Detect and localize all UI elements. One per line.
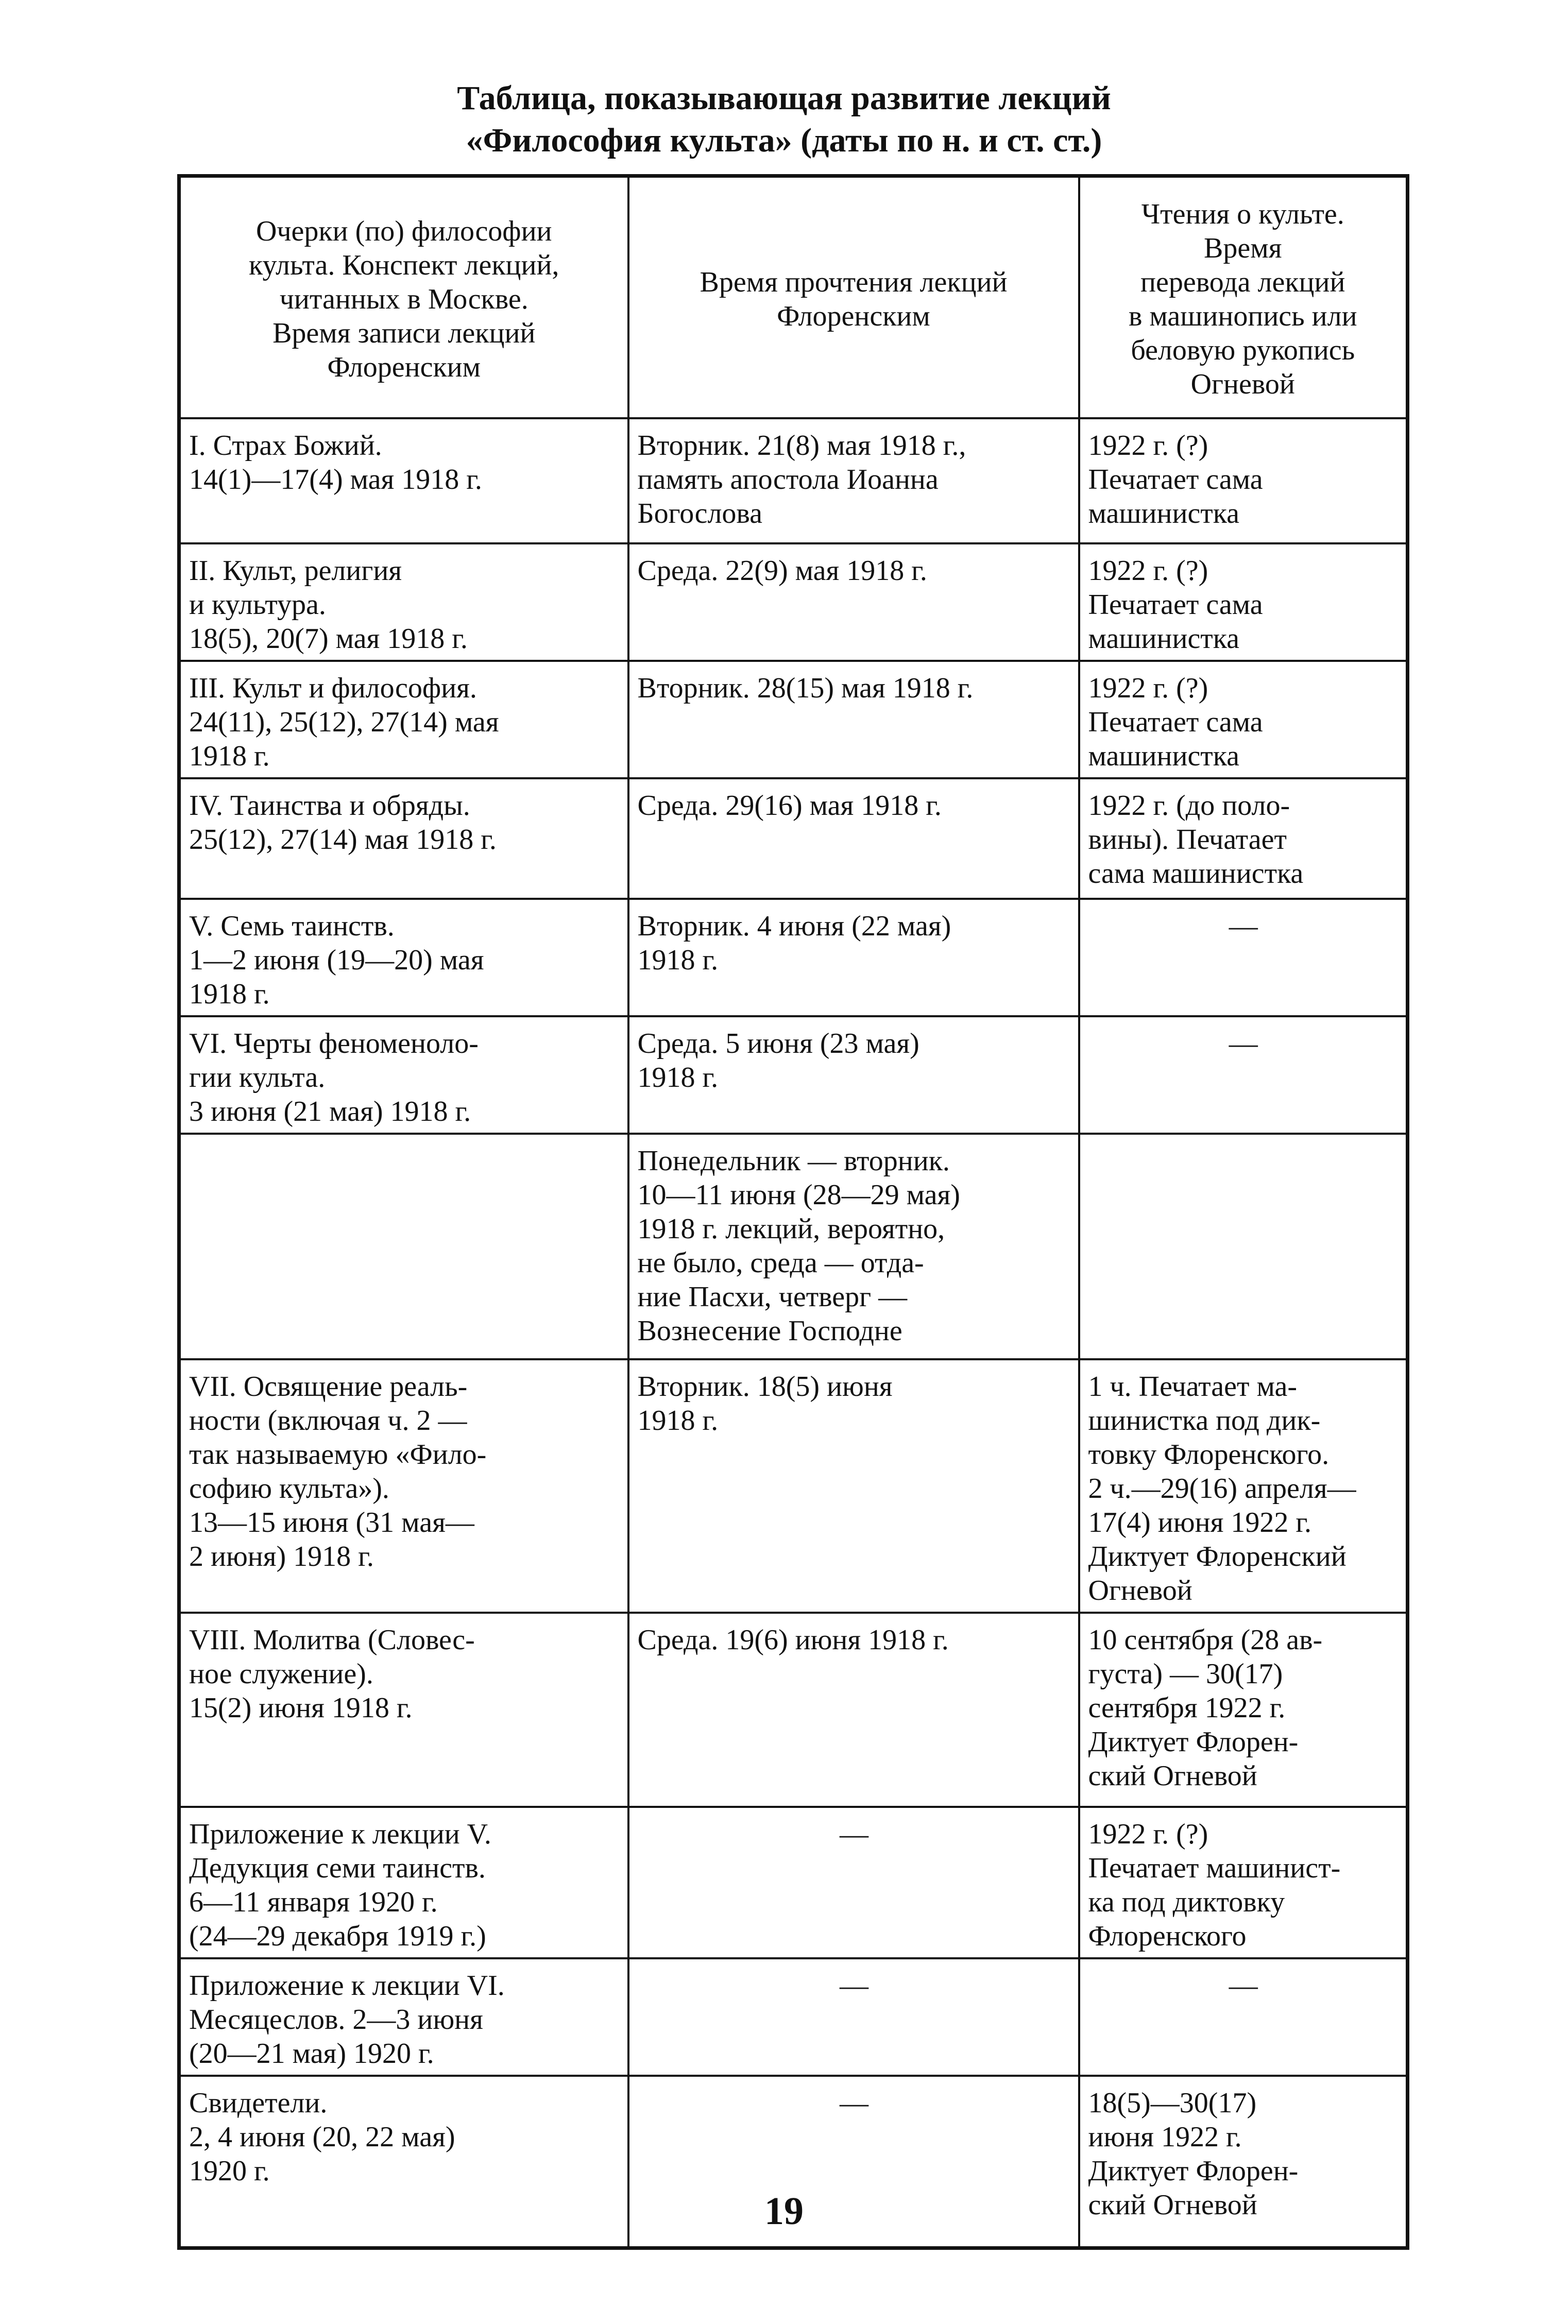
cell-line: 1 ч. Печатает ма-: [1088, 1370, 1298, 1403]
cell-line: машинистка: [1088, 622, 1239, 655]
cell-line: 6—11 января 1920 г.: [189, 1886, 438, 1918]
cell-line: 18(5)—30(17): [1088, 2087, 1257, 2119]
cell-line: 1918 г.: [637, 1404, 719, 1437]
cell-line: Вознесение Господне: [637, 1314, 902, 1347]
cell-line: (20—21 мая) 1920 г.: [189, 2037, 434, 2070]
cell-line: память апостола Иоанна: [637, 463, 939, 495]
cell-line: III. Культ и философия.: [189, 672, 477, 704]
column-header-line: Очерки (по) философии: [255, 215, 552, 248]
table-cell: [628, 661, 1079, 778]
cell-line: IV. Таинства и обряды.: [189, 789, 470, 822]
cell-line: Вторник. 18(5) июня: [637, 1370, 893, 1403]
table-cell: [1079, 1134, 1408, 1359]
cell-line: машинистка: [1088, 740, 1239, 772]
table-cell: [179, 778, 628, 899]
cell-line: —: [840, 1818, 868, 1850]
table-title-line-2: «Философия культа» (даты по н. и ст. ст.): [466, 122, 1102, 159]
table-cell: [628, 899, 1079, 1016]
table-cell: [1079, 899, 1408, 1016]
column-header-line: читанных в Москве.: [279, 283, 529, 316]
table-row: [179, 1016, 1408, 1134]
cell-line: ский Огневой: [1088, 2189, 1257, 2221]
cell-line: так называемую «Фило-: [189, 1438, 487, 1471]
table-cell: [179, 1134, 628, 1359]
cell-line: II. Культ, религия: [189, 554, 402, 587]
cell-line: ние Пасхи, четверг —: [637, 1280, 908, 1313]
column-header-line: Флоренским: [327, 351, 481, 384]
cell-line: —: [1229, 1969, 1258, 2002]
table-row: [179, 1807, 1408, 1958]
cell-line: 2 июня) 1918 г.: [189, 1540, 374, 1573]
cell-line: Диктует Флорен-: [1088, 2155, 1299, 2187]
cell-line: 1918 г. лекций, вероятно,: [637, 1212, 945, 1245]
table-cell: [179, 899, 628, 1016]
cell-line: Приложение к лекции VI.: [189, 1969, 505, 2002]
table-cell: [1079, 1359, 1408, 1613]
table-cell: [628, 1016, 1079, 1134]
table-cell: [179, 1613, 628, 1807]
cell-line: 17(4) июня 1922 г.: [1088, 1506, 1311, 1539]
table-row: [179, 543, 1408, 661]
cell-line: июня 1922 г.: [1088, 2121, 1242, 2153]
cell-line: Печатает сама: [1088, 463, 1263, 495]
cell-line: 15(2) июня 1918 г.: [189, 1691, 413, 1724]
table-cell: [1079, 1016, 1408, 1134]
cell-line: 1920 г.: [189, 2155, 270, 2187]
cell-line: гии культа.: [189, 1061, 326, 1093]
table-cell: [179, 1016, 628, 1134]
table-cell: [179, 661, 628, 778]
cell-line: Огневой: [1088, 1574, 1192, 1607]
table-row: [179, 1613, 1408, 1807]
cell-line: Печатает сама: [1088, 706, 1263, 738]
column-header-1: [179, 176, 628, 418]
cell-line: Вторник. 28(15) мая 1918 г.: [637, 672, 974, 704]
table-cell: [628, 1613, 1079, 1807]
table-cell: [179, 1807, 628, 1958]
cell-line: 3 июня (21 мая) 1918 г.: [189, 1095, 471, 1127]
table-cell: [179, 1359, 628, 1613]
cell-line: 1922 г. (?): [1088, 672, 1208, 704]
cell-line: шинистка под дик-: [1088, 1404, 1321, 1437]
cell-line: Понедельник — вторник.: [637, 1144, 950, 1177]
cell-line: Флоренского: [1088, 1920, 1247, 1952]
cell-line: 24(11), 25(12), 27(14) мая: [189, 706, 499, 738]
column-header-line: культа. Конспект лекций,: [249, 249, 559, 282]
cell-line: 1918 г.: [637, 1061, 719, 1093]
column-header-2: [628, 176, 1079, 418]
cell-line: Среда. 19(6) июня 1918 г.: [637, 1624, 949, 1656]
table-cell: [1079, 1958, 1408, 2076]
column-header-line: Чтения о культе.: [1141, 198, 1344, 231]
table-cell: [628, 1958, 1079, 2076]
page-number: 19: [764, 2190, 804, 2233]
cell-line: Вторник. 4 июня (22 мая): [637, 910, 951, 942]
cell-line: и культура.: [189, 588, 326, 621]
cell-line: Печатает машинист-: [1088, 1852, 1341, 1884]
table-row: [179, 661, 1408, 778]
table-row: [179, 1134, 1408, 1359]
cell-line: 13—15 июня (31 мая—: [189, 1506, 474, 1539]
column-header-line: Время прочтения лекций: [700, 266, 1008, 299]
cell-line: сама машинистка: [1088, 857, 1304, 890]
cell-line: VI. Черты феноменоло-: [189, 1027, 479, 1060]
cell-line: не было, среда — отда-: [637, 1246, 924, 1279]
column-header-line: Время записи лекций: [272, 317, 536, 350]
cell-line: 14(1)—17(4) мая 1918 г.: [189, 463, 482, 495]
cell-line: 1922 г. (до поло-: [1088, 789, 1290, 822]
cell-line: ное служение).: [189, 1657, 373, 1690]
cell-line: 10—11 июня (28—29 мая): [637, 1178, 960, 1211]
table-cell: [628, 778, 1079, 899]
cell-line: 1918 г.: [637, 944, 719, 976]
cell-line: Месяцеслов. 2—3 июня: [189, 2003, 483, 2036]
column-header-line: перевода лекций: [1140, 266, 1345, 299]
cell-line: I. Страх Божий.: [189, 429, 382, 462]
cell-line: 25(12), 27(14) мая 1918 г.: [189, 823, 497, 856]
table-cell: [1079, 418, 1408, 543]
table-row: [179, 1359, 1408, 1613]
cell-line: Свидетели.: [189, 2087, 328, 2119]
cell-line: Вторник. 21(8) мая 1918 г.,: [637, 429, 966, 462]
cell-line: 1—2 июня (19—20) мая: [189, 944, 484, 976]
cell-line: Диктует Флоренский: [1088, 1540, 1347, 1573]
cell-line: V. Семь таинств.: [189, 910, 395, 942]
table-row: [179, 778, 1408, 899]
cell-line: ка под диктовку: [1088, 1886, 1285, 1918]
cell-line: VIII. Молитва (Словес-: [189, 1624, 475, 1656]
cell-line: (24—29 декабря 1919 г.): [189, 1920, 486, 1952]
cell-line: Приложение к лекции V.: [189, 1818, 491, 1850]
cell-line: 2 ч.—29(16) апреля—: [1088, 1472, 1356, 1505]
cell-line: 1918 г.: [189, 740, 270, 772]
table-header: [179, 176, 1408, 418]
table-cell: [1079, 661, 1408, 778]
cell-line: густа) — 30(17): [1088, 1657, 1283, 1690]
column-header-line: в машинопись или: [1128, 300, 1357, 333]
cell-line: 2, 4 июня (20, 22 мая): [189, 2121, 455, 2153]
table-cell: [628, 418, 1079, 543]
cell-line: товку Флоренского.: [1088, 1438, 1330, 1471]
cell-line: Печатает сама: [1088, 588, 1263, 621]
cell-line: 1918 г.: [189, 978, 270, 1010]
cell-line: вины). Печатает: [1088, 823, 1287, 856]
cell-line: 1922 г. (?): [1088, 429, 1208, 462]
cell-line: ности (включая ч. 2 —: [189, 1404, 467, 1437]
table-cell: [1079, 543, 1408, 661]
cell-line: Диктует Флорен-: [1088, 1725, 1299, 1758]
table-cell: [628, 1807, 1079, 1958]
column-header-line: Время: [1204, 232, 1282, 265]
cell-line: Дедукция семи таинств.: [189, 1852, 486, 1884]
column-header-line: Огневой: [1190, 368, 1295, 401]
table-cell: [179, 543, 628, 661]
cell-line: Среда. 5 июня (23 мая): [637, 1027, 919, 1060]
table-cell: [1079, 1613, 1408, 1807]
table-cell: [628, 543, 1079, 661]
table-cell: [179, 418, 628, 543]
table-header-row: [179, 176, 1408, 418]
cell-line: софию культа»).: [189, 1472, 389, 1505]
table-cell: [1079, 1807, 1408, 1958]
lectures-table: [177, 174, 1409, 2250]
cell-line: Среда. 22(9) мая 1918 г.: [637, 554, 927, 587]
cell-line: 18(5), 20(7) мая 1918 г.: [189, 622, 468, 655]
table-cell: [1079, 778, 1408, 899]
cell-line: Среда. 29(16) мая 1918 г.: [637, 789, 942, 822]
table-cell: [628, 1134, 1079, 1359]
cell-line: 10 сентября (28 ав-: [1088, 1624, 1323, 1656]
table-cell: [179, 1958, 628, 2076]
column-header-3: [1079, 176, 1408, 418]
cell-line: —: [1229, 1027, 1258, 1060]
column-header-line: Флоренским: [777, 300, 930, 333]
table-row: [179, 418, 1408, 543]
table-cell: [628, 1359, 1079, 1613]
table-row: [179, 1958, 1408, 2076]
table-body: [179, 418, 1408, 2248]
table-title-line-1: Таблица, показывающая развитие лекций: [457, 79, 1111, 117]
cell-line: —: [1229, 910, 1258, 942]
cell-line: Богослова: [637, 497, 762, 529]
table-row: [179, 899, 1408, 1016]
cell-line: 1922 г. (?): [1088, 554, 1208, 587]
cell-line: —: [840, 1969, 868, 2002]
cell-line: машинистка: [1088, 497, 1239, 529]
cell-line: ский Огневой: [1088, 1759, 1257, 1792]
cell-line: —: [840, 2087, 868, 2119]
cell-line: 1922 г. (?): [1088, 1818, 1208, 1850]
cell-line: VII. Освящение реаль-: [189, 1370, 468, 1403]
column-header-line: беловую рукопись: [1131, 334, 1355, 367]
table-title: [0, 77, 1568, 162]
cell-line: сентября 1922 г.: [1088, 1691, 1286, 1724]
